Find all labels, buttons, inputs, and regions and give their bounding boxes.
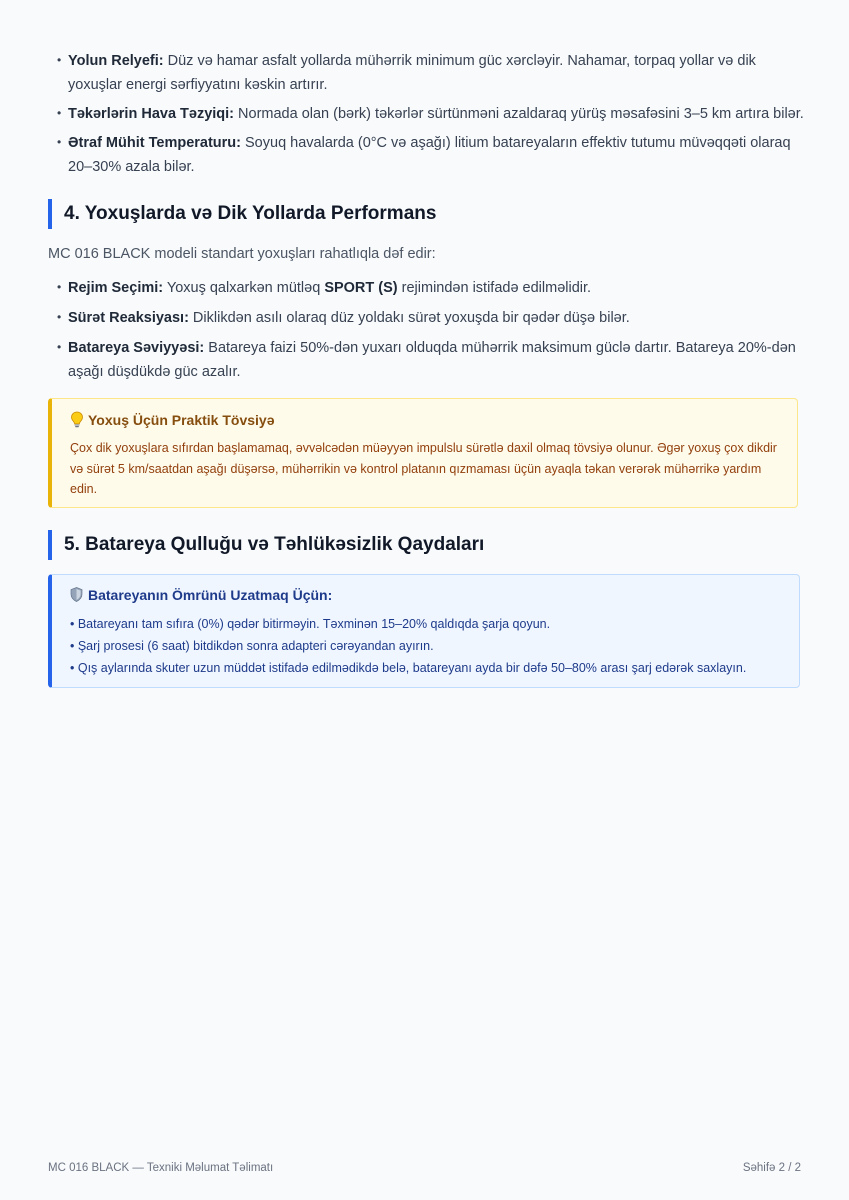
- list-item: • Qış aylarında skuter uzun müddət istifadə edilmədikdə belə, batareyanı ayda bir dəfə 50–80% arası şarj edərək saxlayın.: [70, 661, 747, 675]
- list-item-text: Soyuq havalarda (0°C və aşağı) litium batareyaların effektiv tutumu müvəqqəti olaraq 20–30% azala bilər.: [68, 135, 791, 175]
- list-item: [48, 131, 808, 179]
- list-item: [48, 336, 808, 384]
- footer-page-number: Səhifə 2 / 2: [742, 1162, 801, 1174]
- section-4-heading: 4. Yoxuşlarda və Dik Yollarda Performans: [48, 199, 764, 229]
- list-item: [48, 49, 808, 97]
- bullet-icon: •: [57, 310, 62, 324]
- list-item-label: Batareya Səviyyəsi:: [68, 340, 205, 356]
- list-item-text: Batareya faizi 50%-dən yuxarı olduqda mühərrik maksimum güclə dartır. Batareya 20%-dən aşağı düşdükdə güc azalır.: [68, 340, 796, 380]
- info-title: Batareyanın Ömrünü Uzatmaq Üçün:: [88, 587, 333, 603]
- list-item: • Şarj prosesi (6 saat) bitdikdən sonra adapteri cərəyandan ayırın.: [70, 639, 434, 653]
- info-title-row: [70, 587, 332, 603]
- list-item-text: Normada olan (bərk) təkərlər sürtünməni azaldaraq yürüş məsafəsini 3–5 km artıra bilər.: [234, 106, 804, 122]
- battery-care-callout: [48, 574, 800, 688]
- list-item: [48, 306, 808, 330]
- bullet-icon: •: [57, 53, 62, 67]
- performance-list: [0, 276, 808, 384]
- list-item: [48, 102, 808, 126]
- bullet-icon: •: [57, 340, 62, 354]
- lightbulb-icon: [70, 411, 84, 428]
- bullet-icon: •: [57, 106, 62, 120]
- list-item-text: Yoxuş qalxarkən mütləq: [163, 280, 325, 296]
- tip-text: Çox dik yoxuşlara sıfırdan başlamamaq, əvvəlcədən müəyyən impulslu sürətlə daxil olmaq tövsiyə olunur. Əgər yoxuş çox dikdir və sürət 5 km/saatdan aşağı düşərsə, mühərrikin və kontrol platanın qızmaması üçün ayaqla təkan verərək mühərrikə yardım edin.: [70, 441, 777, 496]
- mode-name: SPORT (S): [324, 280, 398, 296]
- list-item-text: Diklikdən asılı olaraq düz yoldakı sürət yoxuşda bir qədər düşə bilər.: [188, 310, 630, 326]
- battery-care-list: [70, 613, 746, 679]
- list-item-text: Düz və hamar asfalt yollarda mühərrik minimum güc xərcləyir. Nahamar, torpaq yollar və dik yoxuşlar energi sərfiyyatını kəskin artırır.: [68, 53, 756, 93]
- tip-title: Yoxuş Üçün Praktik Tövsiyə: [88, 412, 275, 428]
- list-item-text: rejimindən istifadə edilməlidir.: [397, 280, 592, 296]
- list-item-label: Rejim Seçimi:: [68, 280, 164, 296]
- tip-callout: [48, 398, 798, 508]
- footer-document-title: MC 016 BLACK — Texniki Məlumat Təlimatı: [48, 1162, 274, 1174]
- list-item-label: Yolun Relyefi:: [68, 53, 164, 69]
- list-item-label: Təkərlərin Hava Təzyiqi:: [68, 106, 235, 122]
- section-5-heading: 5. Batareya Qulluğu və Təhlükəsizlik Qaydaları: [48, 530, 764, 560]
- tip-title-row: [70, 411, 274, 428]
- bullet-icon: •: [57, 280, 62, 294]
- section-4-intro: MC 016 BLACK modeli standart yoxuşları rahatlıqla dəf edir:: [48, 246, 436, 262]
- factors-list: [0, 49, 808, 184]
- list-item: • Batareyanı tam sıfıra (0%) qədər bitirməyin. Təxminən 15–20% qaldıqda şarja qoyun.: [70, 617, 551, 631]
- bullet-icon: •: [57, 135, 62, 149]
- list-item-label: Sürət Reaksiyası:: [68, 310, 189, 326]
- list-item-label: Ətraf Mühit Temperaturu:: [68, 135, 241, 151]
- list-item: [48, 276, 808, 300]
- shield-icon: [70, 587, 83, 602]
